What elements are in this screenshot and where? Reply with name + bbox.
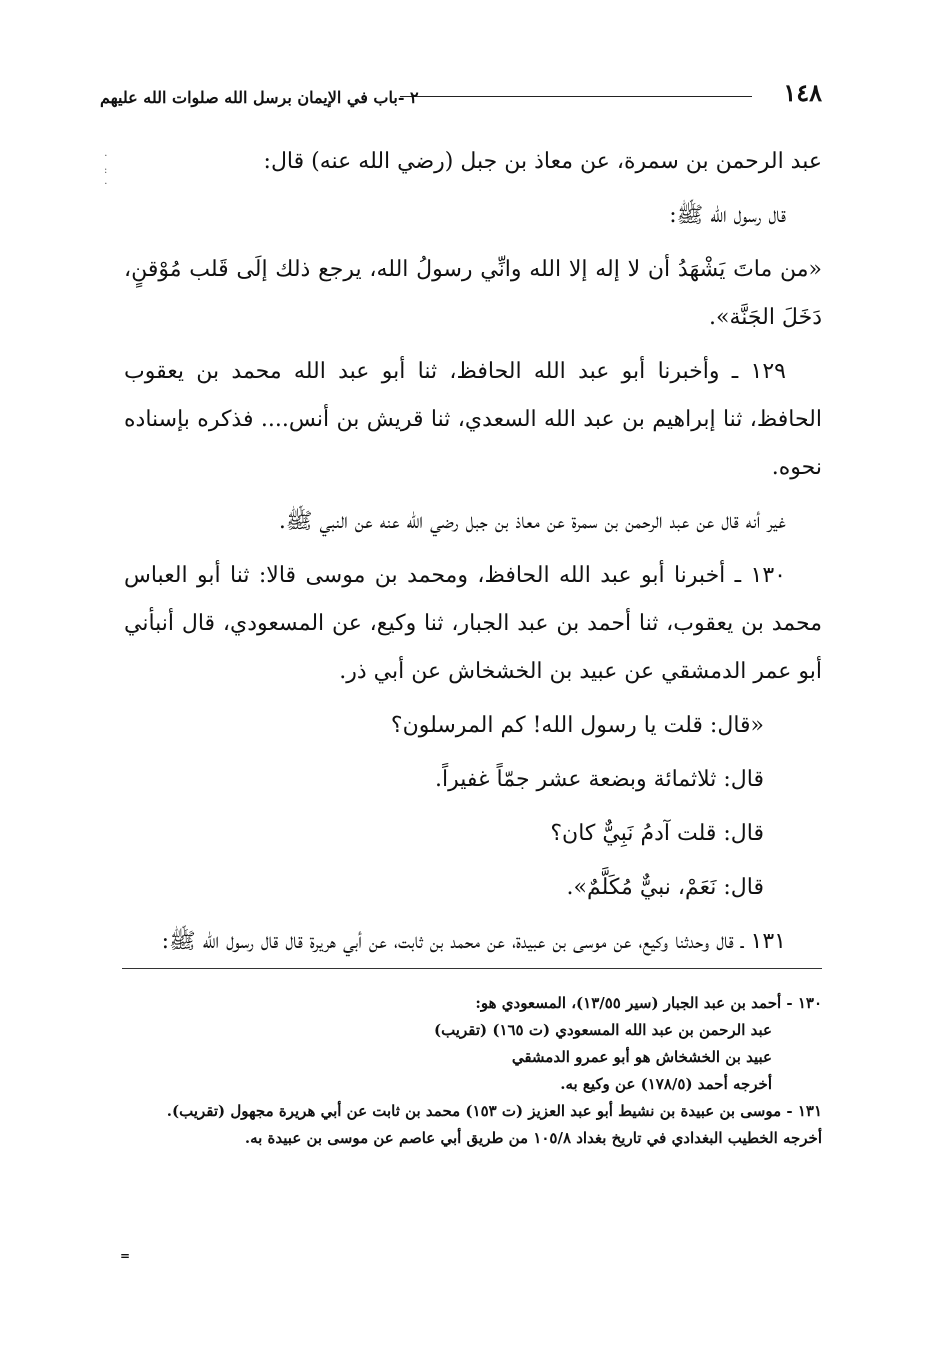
dialogue-line: «قال: قلت يا رسول الله! كم المرسلون؟ [390, 713, 764, 738]
page-header [100, 80, 822, 114]
paragraph-129: ١٢٩ ـ وأخبرنا أبو عبد الله الحافظ، ثنا أبو عبد الله محمد بن يعقوب الحافظ، ثنا إبراهيم بن عبد الله السعدي، ثنا قريش بن أنس.... فذكره بإسناده نحوه. [124, 359, 822, 480]
paragraph-131: ١٣١ ـ قال وحدثنا وكيع، عن موسى بن عبيدة، عن محمد بن ثابت، عن أبي هريرة قال قال رسول الله ﷺ: [161, 929, 786, 954]
continuation-mark: = [120, 1249, 131, 1263]
footnote-line: عبيد بن الخشخاش هو أبو عمرو الدمشقي [511, 1048, 772, 1066]
footnote-line: عبد الرحمن بن عبد الله المسعودي (ت ١٦٥) (تقريب) [433, 1021, 772, 1039]
footnote-line: أخرجه أحمد (١٧٨/٥) عن وكيع به. [560, 1075, 772, 1093]
dialogue-line: قال: قلت آدمُ نَبِيٌّ كان؟ [550, 821, 764, 846]
text-line: عبد الرحمن بن سمرة، عن معاذ بن جبل (رضي الله عنه) قال: [263, 149, 822, 174]
margin-marks: · : · [104, 151, 108, 190]
running-title: ٢ -باب في الإيمان برسل الله صلوات الله عليهم [100, 88, 419, 107]
footnote-130: ١٣٠ - أحمد بن عبد الجبار (سير ١٣/٥٥)، المسعودي هو: [475, 994, 822, 1012]
text-line: قال رسول الله ﷺ: [669, 203, 786, 228]
paragraph-130: ١٣٠ ـ أخبرنا أبو عبد الله الحافظ، ومحمد بن موسى قالا: ثنا أبو العباس محمد بن يعقوب، ثنا أحمد بن عبد الجبار، ثنا وكيع، عن المسعودي، قال أنبأني أبو عمر الدمشقي عن عبيد بن الخشخاش عن أبي ذر. [124, 563, 822, 684]
paragraph-note: غير أنه قال عن عبد الرحمن بن سمرة عن معاذ بن جبل رضي الله عنه عن النبي ﷺ. [278, 509, 786, 534]
page-number: ١٤٨ [783, 78, 822, 107]
header-rule [400, 96, 752, 97]
dialogue-line: قال: نَعَمْ، نبيٌّ مُكَلَّمٌ». [566, 875, 764, 900]
footnote-131: ١٣١ - موسى بن عبيدة بن نشيط أبو عبد العزيز (ت ١٥٣) محمد بن ثابت عن أبي هريرة مجهول (تقريب). [166, 1102, 822, 1120]
main-text [124, 138, 822, 972]
hadith-text: «من ماتَ يَشْهَدُ أن لا إله إلا الله وانِّي رسولُ الله، يرجع ذلك إلَى قَلب مُوْقنٍ، دَخَلَ الجَنَّة». [124, 257, 822, 330]
dialogue-line: قال: ثلاثمائة وبضعة عشر جمّاً غفيراً. [435, 767, 764, 792]
footnote-rule [122, 968, 822, 969]
footnotes [122, 990, 822, 1152]
footnote-line: أخرجه الخطيب البغدادي في تاريخ بغداد ١٠٥/٨ من طريق أبي عاصم عن موسى بن عبيدة به. [244, 1129, 822, 1147]
